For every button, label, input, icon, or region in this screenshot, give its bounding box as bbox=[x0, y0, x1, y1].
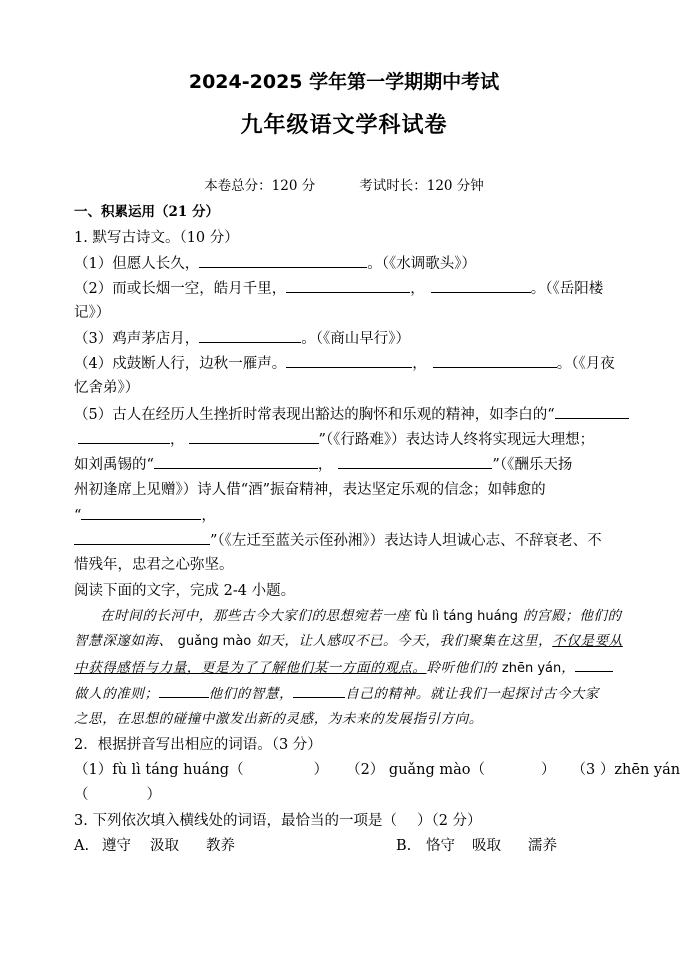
exam-title-subject: 九年级语文学科试卷 bbox=[240, 113, 448, 138]
underlined-sentence-cont: 中获得感悟与力量，更是为了了解他们某一方面的观点。 bbox=[74, 660, 427, 676]
answer-blank[interactable] bbox=[293, 683, 345, 698]
passage-line-5: 之思，在思想的碰撞中激发出新的灵感，为未来的发展指引方向。 bbox=[74, 711, 483, 727]
question-1-5: （5）古人在经历人生挫折时常表现出豁达的胸怀和乐观的精神，如李白的“ bbox=[74, 404, 619, 425]
underlined-sentence: 不仅是要从 bbox=[552, 633, 623, 649]
question-1-5-line7: 惜残年，忠君之心弥坚。 bbox=[74, 557, 234, 573]
answer-blank[interactable] bbox=[431, 278, 531, 293]
question-2-stem: 2．根据拼音写出相应的词语。（3 分） bbox=[74, 737, 322, 753]
passage-line-2: 智慧深邃如海、 guǎng mào 如天，让人感叹不已。今天，我们聚集在这里，不仅是要从 bbox=[74, 633, 623, 649]
pinyin-guangmao: guǎng mào bbox=[177, 634, 252, 649]
passage-line-4: 做人的准则； 他们的智慧， 自己的精神。就让我们一起探讨古今大家 bbox=[74, 683, 619, 704]
question-1-5-line6: ”（《左迁至蓝关示侄孙湘》）表达诗人坦诚心志、不辞衰老、不 bbox=[74, 530, 619, 551]
passage-line-3: 中获得感悟与力量，更是为了了解他们某一方面的观点。聆听他们的 zhēn yán， bbox=[74, 657, 619, 679]
answer-blank[interactable] bbox=[433, 353, 557, 368]
question-3-stem: 3. 下列依次填入横线处的词语，最恰当的一项是（ ）（2 分） bbox=[74, 813, 482, 829]
question-1-4-cont: 忆舍弟》） bbox=[74, 380, 140, 396]
question-1-5-line5: “ ， bbox=[74, 505, 619, 526]
answer-blank[interactable] bbox=[199, 328, 301, 343]
question-1-2: （2）而或长烟一空，皓月千里， ， 。（《岳阳楼 bbox=[74, 278, 619, 299]
exam-meta bbox=[0, 176, 688, 196]
answer-blank[interactable] bbox=[189, 429, 319, 444]
question-1-stem: 1. 默写古诗文。（10 分） bbox=[74, 230, 239, 246]
option-b[interactable]: B. 恪守 吸取 濡养 bbox=[396, 838, 557, 854]
question-1-1: （1）但愿人长久， 。（《水调歌头》） bbox=[74, 253, 619, 274]
answer-blank[interactable] bbox=[575, 657, 613, 672]
question-2-options: （1）fù lì táng huáng（ ） （2） guǎng mào（ ） （3 ）zhēn yán bbox=[74, 762, 681, 778]
question-1-5-line4: 州初逢席上见赠》）诗人借“酒”振奋精神，表达坚定乐观的信念；如韩愈的 bbox=[74, 482, 546, 498]
answer-blank[interactable] bbox=[81, 505, 201, 520]
answer-blank[interactable] bbox=[555, 404, 629, 419]
exam-time: 考试时长：120 分钟 bbox=[359, 178, 484, 194]
question-3-choices bbox=[74, 836, 619, 856]
exam-title-term: 2024-2025 学年第一学期期中考试 bbox=[188, 71, 500, 93]
question-1-3: （3）鸡声茅店月， 。（《商山早行》） bbox=[74, 328, 619, 349]
question-1-5-line2: ， ”（《行路难》）表达诗人终将实现远大理想； bbox=[74, 429, 619, 450]
answer-blank[interactable] bbox=[159, 683, 209, 698]
question-1-4: （4）戍鼓断人行，边秋一雁声。 ， 。（《月夜 bbox=[74, 353, 619, 374]
pinyin-zhenyan: zhēn yán bbox=[501, 661, 562, 676]
reading-intro: 阅读下面的文字，完成 2-4 小题。 bbox=[74, 583, 296, 599]
passage-line-1: 在时间的长河中，那些古今大家们的思想宛若一座 fù lì táng huáng 的宫殿；他们的 bbox=[100, 608, 622, 624]
question-1-5-line3: 如刘禹锡的“ ， ”（《酬乐天扬 bbox=[74, 454, 619, 475]
question-1-2-cont: 记》） bbox=[74, 305, 111, 321]
total-score: 本卷总分：120 分 bbox=[204, 178, 316, 194]
answer-blank[interactable] bbox=[74, 530, 210, 545]
answer-blank[interactable] bbox=[286, 353, 412, 368]
answer-blank[interactable] bbox=[78, 429, 170, 444]
answer-blank[interactable] bbox=[338, 454, 492, 469]
question-2-options-cont: （ ） bbox=[74, 787, 161, 803]
answer-blank[interactable] bbox=[286, 278, 410, 293]
answer-blank[interactable] bbox=[199, 253, 367, 268]
answer-blank[interactable] bbox=[154, 454, 318, 469]
option-a[interactable]: A. 遵守 汲取 教养 bbox=[74, 838, 235, 854]
section-heading: 一、积累运用（21 分） bbox=[74, 204, 219, 220]
pinyin-fulitanghuang: fù lì táng huáng bbox=[415, 609, 519, 624]
